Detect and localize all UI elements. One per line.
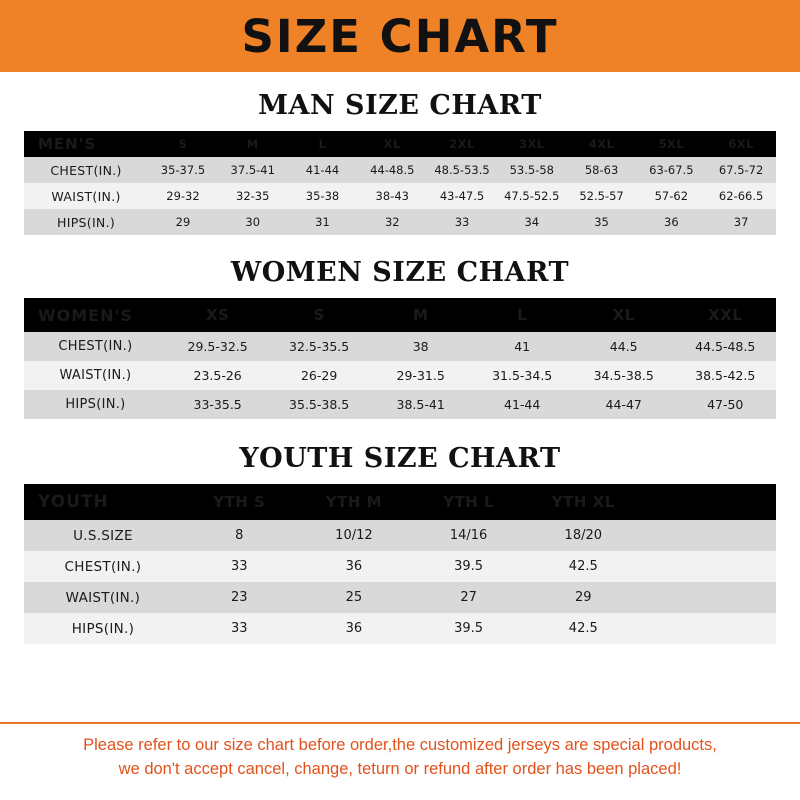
table-cell: 38 bbox=[370, 332, 472, 361]
table-cell: 36 bbox=[636, 209, 706, 235]
column-header: L bbox=[471, 298, 573, 332]
column-header-spacer bbox=[641, 484, 776, 520]
table-cell: 44-47 bbox=[573, 390, 675, 419]
table-row bbox=[24, 361, 776, 390]
table-row bbox=[24, 332, 776, 361]
table-wrap-man bbox=[24, 131, 776, 235]
table-row bbox=[24, 157, 776, 183]
column-header: M bbox=[218, 131, 288, 157]
table-row bbox=[24, 551, 776, 582]
table-header-row bbox=[24, 131, 776, 157]
table-cell-spacer bbox=[641, 551, 776, 582]
column-header: L bbox=[288, 131, 358, 157]
table-header-row bbox=[24, 298, 776, 332]
table-cell: 29-32 bbox=[148, 183, 218, 209]
section-youth-size-chart bbox=[0, 443, 800, 644]
table-cell: 27 bbox=[411, 582, 526, 613]
row-label: HIPS(IN.) bbox=[24, 209, 148, 235]
table-cell: 39.5 bbox=[411, 551, 526, 582]
table-cell: 14/16 bbox=[411, 520, 526, 551]
table-row bbox=[24, 390, 776, 419]
table-cell: 35-37.5 bbox=[148, 157, 218, 183]
table-cell: 39.5 bbox=[411, 613, 526, 644]
row-label: WAIST(IN.) bbox=[24, 582, 182, 613]
table-cell: 44.5 bbox=[573, 332, 675, 361]
table-cell: 8 bbox=[182, 520, 297, 551]
table-cell: 44.5-48.5 bbox=[674, 332, 776, 361]
footer-line-2: we don't accept cancel, change, teturn or refund after order has been placed! bbox=[118, 759, 682, 778]
section-man-size-chart bbox=[0, 90, 800, 235]
table-cell: 62-66.5 bbox=[706, 183, 776, 209]
row-label: WAIST(IN.) bbox=[24, 183, 148, 209]
table-row bbox=[24, 183, 776, 209]
column-header: 2XL bbox=[427, 131, 497, 157]
table-cell: 37.5-41 bbox=[218, 157, 288, 183]
table-cell: 32.5-35.5 bbox=[268, 332, 370, 361]
table-cell: 36 bbox=[297, 551, 412, 582]
table-cell: 34.5-38.5 bbox=[573, 361, 675, 390]
table-cell: 29 bbox=[526, 582, 641, 613]
section-women-size-chart bbox=[0, 257, 800, 419]
column-header: YTH M bbox=[297, 484, 412, 520]
table-cell: 33-35.5 bbox=[167, 390, 269, 419]
table-cell: 38.5-41 bbox=[370, 390, 472, 419]
table-cell: 47-50 bbox=[674, 390, 776, 419]
row-label: WAIST(IN.) bbox=[24, 361, 167, 390]
column-header: XL bbox=[357, 131, 427, 157]
table-header-row bbox=[24, 484, 776, 520]
table-cell: 35 bbox=[567, 209, 637, 235]
table-cell: 47.5-52.5 bbox=[497, 183, 567, 209]
table-cell: 30 bbox=[218, 209, 288, 235]
table-cell: 33 bbox=[182, 613, 297, 644]
table-cell: 23 bbox=[182, 582, 297, 613]
table-row bbox=[24, 613, 776, 644]
table-cell: 38.5-42.5 bbox=[674, 361, 776, 390]
section-title-youth: YOUTH SIZE CHART bbox=[239, 443, 561, 474]
table-cell: 44-48.5 bbox=[357, 157, 427, 183]
table-cell: 37 bbox=[706, 209, 776, 235]
table-cell: 29.5-32.5 bbox=[167, 332, 269, 361]
section-title-women: WOMEN SIZE CHART bbox=[230, 257, 570, 288]
table-cell: 23.5-26 bbox=[167, 361, 269, 390]
column-header: XXL bbox=[674, 298, 776, 332]
table-cell: 31 bbox=[288, 209, 358, 235]
table-cell: 29-31.5 bbox=[370, 361, 472, 390]
table-row bbox=[24, 582, 776, 613]
row-label: CHEST(IN.) bbox=[24, 332, 167, 361]
column-header: YTH S bbox=[182, 484, 297, 520]
men-size-table bbox=[24, 131, 776, 235]
table-cell: 42.5 bbox=[526, 551, 641, 582]
table-wrap-youth bbox=[24, 484, 776, 644]
table-cell: 36 bbox=[297, 613, 412, 644]
column-header: 4XL bbox=[567, 131, 637, 157]
table-cell-spacer bbox=[641, 613, 776, 644]
column-header: M bbox=[370, 298, 472, 332]
column-header: 3XL bbox=[497, 131, 567, 157]
footer-note bbox=[0, 722, 800, 800]
table-cell: 63-67.5 bbox=[636, 157, 706, 183]
row-label: HIPS(IN.) bbox=[24, 613, 182, 644]
table-cell: 33 bbox=[182, 551, 297, 582]
table-cell: 32 bbox=[357, 209, 427, 235]
table-cell: 10/12 bbox=[297, 520, 412, 551]
table-row bbox=[24, 520, 776, 551]
table-cell: 32-35 bbox=[218, 183, 288, 209]
women-size-table bbox=[24, 298, 776, 419]
table-cell: 18/20 bbox=[526, 520, 641, 551]
table-cell: 25 bbox=[297, 582, 412, 613]
row-label: CHEST(IN.) bbox=[24, 157, 148, 183]
table-cell: 35.5-38.5 bbox=[268, 390, 370, 419]
table-row bbox=[24, 209, 776, 235]
youth-size-table bbox=[24, 484, 776, 644]
table-cell: 48.5-53.5 bbox=[427, 157, 497, 183]
table-cell: 31.5-34.5 bbox=[471, 361, 573, 390]
table-wrap-women bbox=[24, 298, 776, 419]
page-banner bbox=[0, 0, 800, 72]
row-label: HIPS(IN.) bbox=[24, 390, 167, 419]
table-cell: 57-62 bbox=[636, 183, 706, 209]
table-cell: 67.5-72 bbox=[706, 157, 776, 183]
column-header-corner: MEN'S bbox=[24, 131, 148, 157]
column-header: S bbox=[268, 298, 370, 332]
table-cell: 33 bbox=[427, 209, 497, 235]
table-cell: 29 bbox=[148, 209, 218, 235]
table-cell: 35-38 bbox=[288, 183, 358, 209]
column-header: YTH L bbox=[411, 484, 526, 520]
table-cell: 42.5 bbox=[526, 613, 641, 644]
table-cell: 34 bbox=[497, 209, 567, 235]
row-label: CHEST(IN.) bbox=[24, 551, 182, 582]
table-cell: 52.5-57 bbox=[567, 183, 637, 209]
column-header: S bbox=[148, 131, 218, 157]
column-header-corner: YOUTH bbox=[24, 484, 182, 520]
column-header: XL bbox=[573, 298, 675, 332]
table-cell: 26-29 bbox=[268, 361, 370, 390]
table-cell: 38-43 bbox=[357, 183, 427, 209]
table-cell-spacer bbox=[641, 582, 776, 613]
table-cell: 43-47.5 bbox=[427, 183, 497, 209]
column-header: XS bbox=[167, 298, 269, 332]
table-cell: 41-44 bbox=[288, 157, 358, 183]
footer-line-1: Please refer to our size chart before order,the customized jerseys are special products, bbox=[83, 736, 717, 754]
column-header-corner: WOMEN'S bbox=[24, 298, 167, 332]
table-cell: 41 bbox=[471, 332, 573, 361]
column-header: YTH XL bbox=[526, 484, 641, 520]
column-header: 6XL bbox=[706, 131, 776, 157]
table-cell: 58-63 bbox=[567, 157, 637, 183]
table-cell: 53.5-58 bbox=[497, 157, 567, 183]
column-header: 5XL bbox=[636, 131, 706, 157]
table-cell-spacer bbox=[641, 520, 776, 551]
page-title: SIZE CHART bbox=[241, 9, 559, 63]
section-title-man: MAN SIZE CHART bbox=[258, 90, 542, 121]
row-label: U.S.SIZE bbox=[24, 520, 182, 551]
table-cell: 41-44 bbox=[471, 390, 573, 419]
